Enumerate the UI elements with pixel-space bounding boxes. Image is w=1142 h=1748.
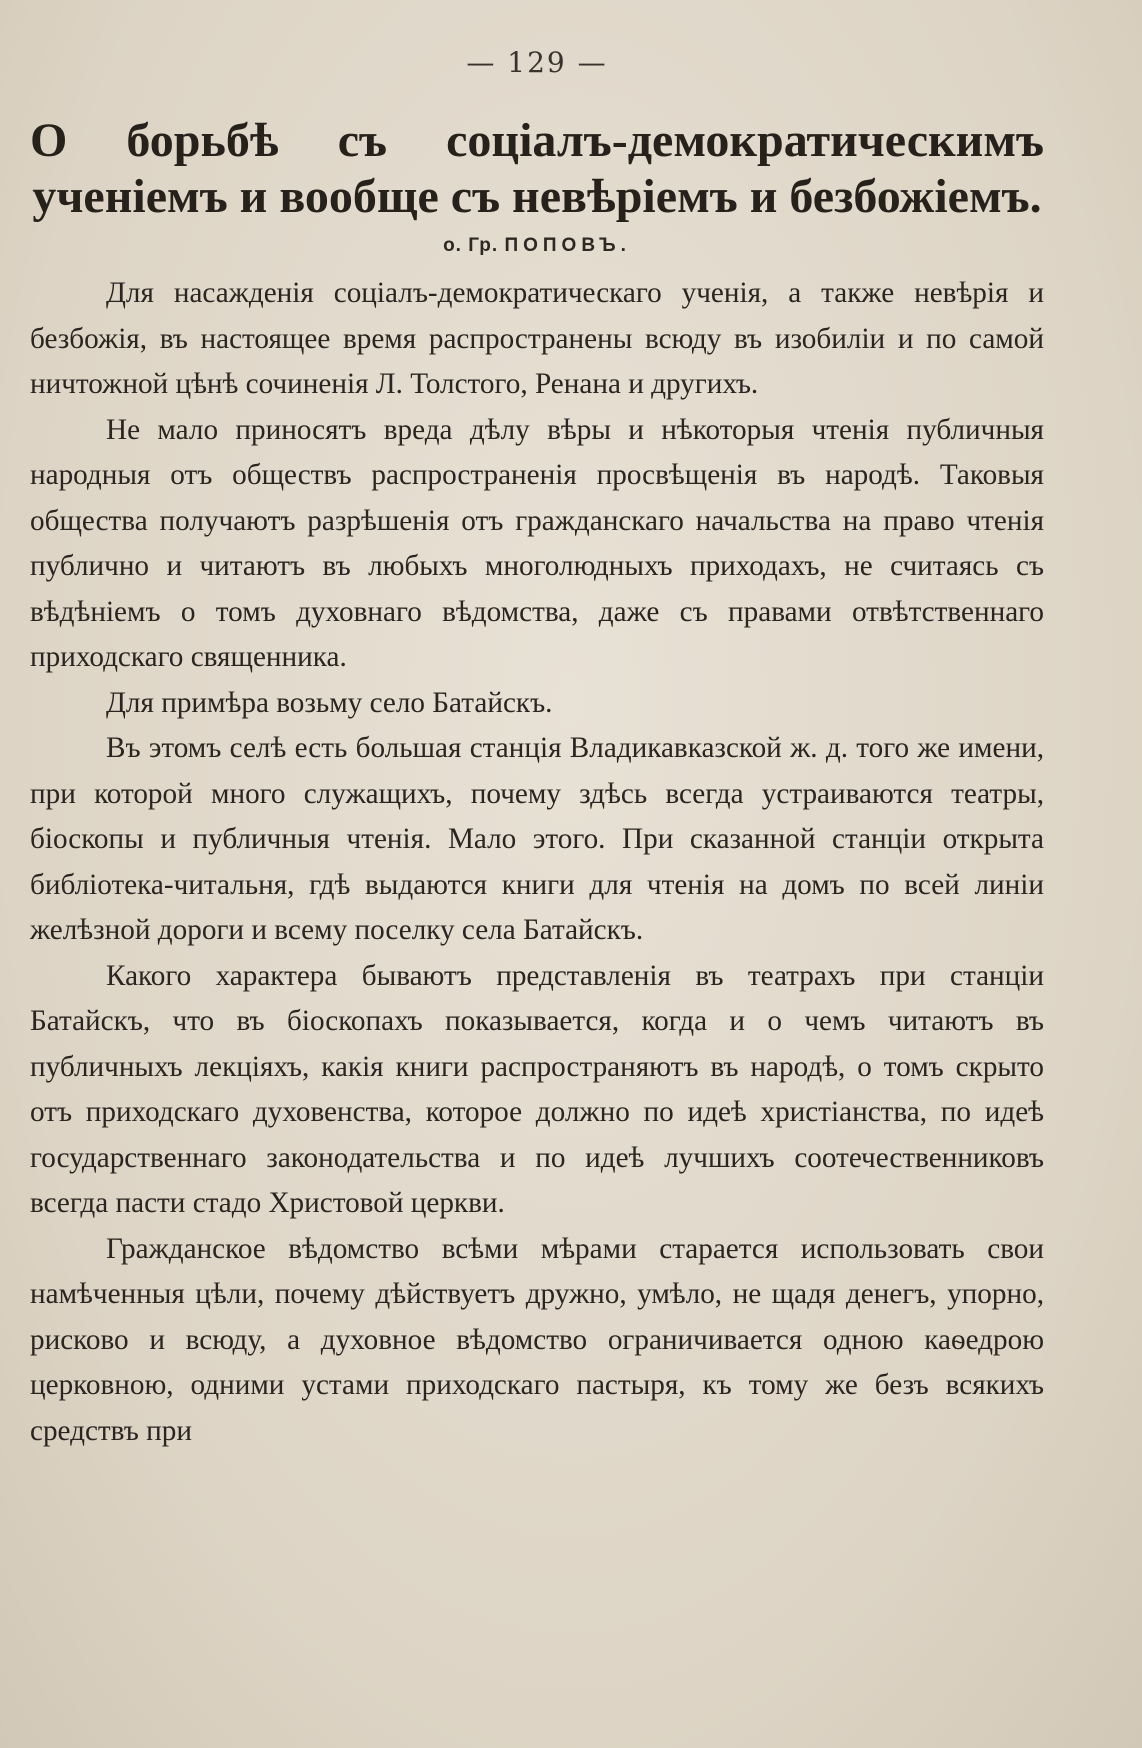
paragraph: Какого характера бываютъ представленія въ театрахъ при станціи Батайскъ, что въ біоскопахъ показывается, когда и о чемъ читаютъ въ публичныхъ лекціяхъ, какія книги распространяютъ въ народѣ, о томъ скрыто отъ приходскаго духовенства, которое должно по идеѣ христіанства, по идеѣ государственнаго законодательства и по идеѣ лучшихъ соотечественниковъ всегда пасти стадо Христовой церкви. xyxy=(30,959,1044,1219)
paragraph: Въ этомъ селѣ есть большая станція Владикавказской ж. д. того же имени, при которой много служащихъ, почему здѣсь всегда устраиваются театры, біоскопы и публичныя чтенія. Мало этого. При сказанной станціи открыта библіотека-читальня, гдѣ выдаются книги для чтенія на домъ по всей линіи желѣзной дороги и всему поселку села Батайскъ. xyxy=(30,732,1044,946)
author-line xyxy=(30,235,1044,257)
paragraph: Не мало приносятъ вреда дѣлу вѣры и нѣкоторыя чтенія публичныя народныя отъ обществъ распространенія просвѣщенія въ народѣ. Таковыя общества получаютъ разрѣшенія отъ гражданскаго начальства на право чтенія публично и читаютъ въ любыхъ многолюдныхъ приходахъ, не считаясь съ вѣдѣніемъ о томъ духовнаго вѣдомства, даже съ правами отвѣтственнаго приходскаго священника. xyxy=(30,413,1044,673)
author-name: ПОПОВЪ. xyxy=(504,235,631,256)
page-number: — 129 — xyxy=(466,46,608,79)
paragraph: Для насажденія соціалъ-демократическаго ученія, а также невѣрія и безбожія, въ настоящее время распространены всюду въ изобиліи и по самой ничтожной цѣнѣ сочиненія Л. Толстого, Ренана и другихъ. xyxy=(30,277,1044,400)
author-prefix: о. Гр. xyxy=(443,235,499,256)
paragraph: Для примѣра возьму село Батайскъ. xyxy=(106,686,553,719)
paragraph: Гражданское вѣдомство всѣми мѣрами старается использовать свои намѣченныя цѣли, почему дѣйствуетъ дружно, умѣло, не щадя денегъ, упорно, рисково и всюду, а духовное вѣдомство ограничивается одною каѳедрою церковною, одними устами приходскаго пастыря, къ тому же безъ всякихъ средствъ при xyxy=(30,1232,1044,1447)
article-body xyxy=(30,271,1044,1454)
article-title: О борьбѣ съ соціалъ-демократическимъ ученіемъ и вообще съ невѣріемъ и безбожіемъ. xyxy=(30,114,1044,223)
